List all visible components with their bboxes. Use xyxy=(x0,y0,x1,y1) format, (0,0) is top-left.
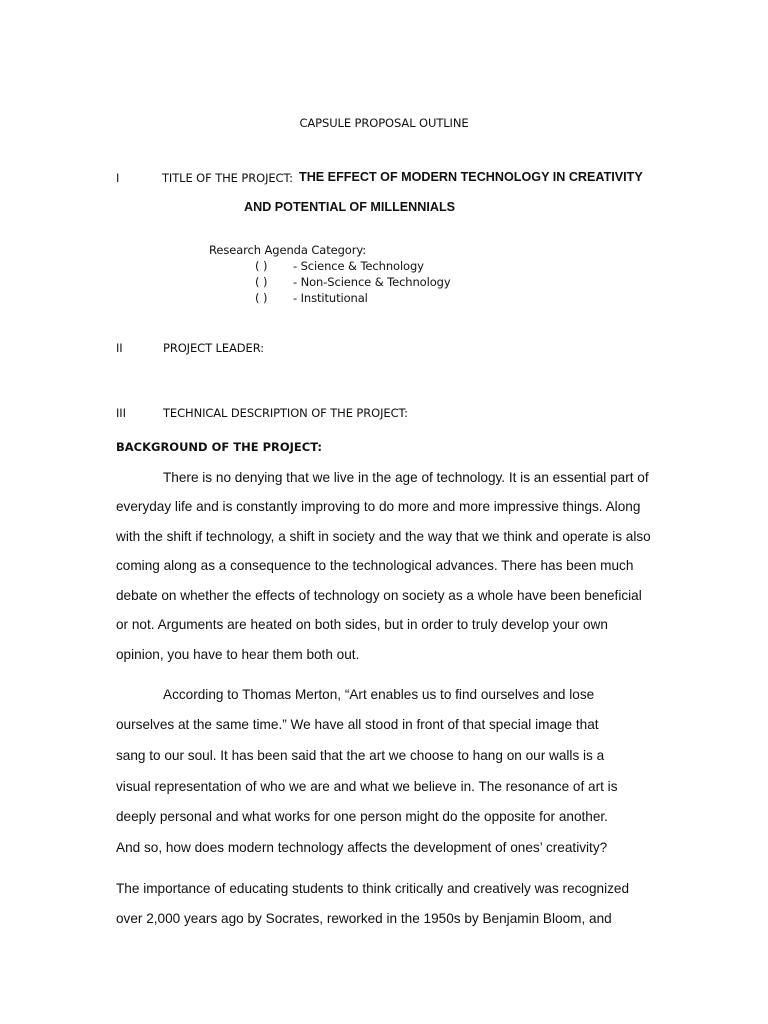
checkbox-blank: ( ) xyxy=(255,291,268,305)
paragraph-1-line: or not. Arguments are heated on both sides, but in order to truly develop your own xyxy=(116,617,608,632)
agenda-item-institutional xyxy=(255,291,368,305)
project-title-line-1: THE EFFECT OF MODERN TECHNOLOGY IN CREATIVITY xyxy=(299,170,643,184)
section-1-numeral: I xyxy=(116,171,120,185)
agenda-item-science xyxy=(255,259,424,273)
paragraph-2-line: visual representation of who we are and what we believe in. The resonance of art is xyxy=(116,779,618,794)
section-3-label: TECHNICAL DESCRIPTION OF THE PROJECT: xyxy=(163,406,408,420)
checkbox-blank: ( ) xyxy=(255,259,268,273)
paragraph-1-line: debate on whether the effects of technology on society as a whole have been beneficial xyxy=(116,588,642,603)
agenda-item-label: - Institutional xyxy=(293,291,368,305)
background-subheading: BACKGROUND OF THE PROJECT: xyxy=(116,440,323,454)
agenda-item-non-science xyxy=(255,275,451,289)
paragraph-2-line: ourselves at the same time.” We have all stood in front of that special image that xyxy=(116,717,599,732)
paragraph-1-line: opinion, you have to hear them both out. xyxy=(116,647,360,662)
paragraph-2-line: sang to our soul. It has been said that the art we choose to hang on our walls is a xyxy=(116,748,605,763)
section-2-numeral: II xyxy=(116,341,123,355)
agenda-heading: Research Agenda Category: xyxy=(209,243,367,257)
paragraph-1-line: everyday life and is constantly improving to do more and more impressive things. Along xyxy=(116,499,641,514)
project-title-line-2: AND POTENTIAL OF MILLENNIALS xyxy=(244,200,456,214)
paragraph-2-line: And so, how does modern technology affects the development of ones’ creativity? xyxy=(116,840,608,855)
paragraph-1-line: coming along as a consequence to the technological advances. There has been much xyxy=(116,558,634,573)
paragraph-1-line: There is no denying that we live in the age of technology. It is an essential part of xyxy=(163,470,649,485)
paragraph-2-line: According to Thomas Merton, “Art enables us to find ourselves and lose xyxy=(163,687,595,702)
paragraph-2-line: deeply personal and what works for one person might do the opposite for another. xyxy=(116,809,608,824)
section-2-label: PROJECT LEADER: xyxy=(163,341,265,355)
agenda-item-label: - Science & Technology xyxy=(293,259,424,273)
checkbox-blank: ( ) xyxy=(255,275,268,289)
section-3-numeral: III xyxy=(116,406,126,420)
paragraph-1-line: with the shift if technology, a shift in society and the way that we think and operate is also xyxy=(116,529,651,544)
agenda-item-label: - Non-Science & Technology xyxy=(293,275,451,289)
paragraph-3-line: over 2,000 years ago by Socrates, reworked in the 1950s by Benjamin Bloom, and xyxy=(116,911,612,926)
document-heading: CAPSULE PROPOSAL OUTLINE xyxy=(299,116,469,130)
paragraph-3-line: The importance of educating students to think critically and creatively was recognized xyxy=(116,881,630,896)
section-1-label: TITLE OF THE PROJECT: xyxy=(162,171,293,185)
